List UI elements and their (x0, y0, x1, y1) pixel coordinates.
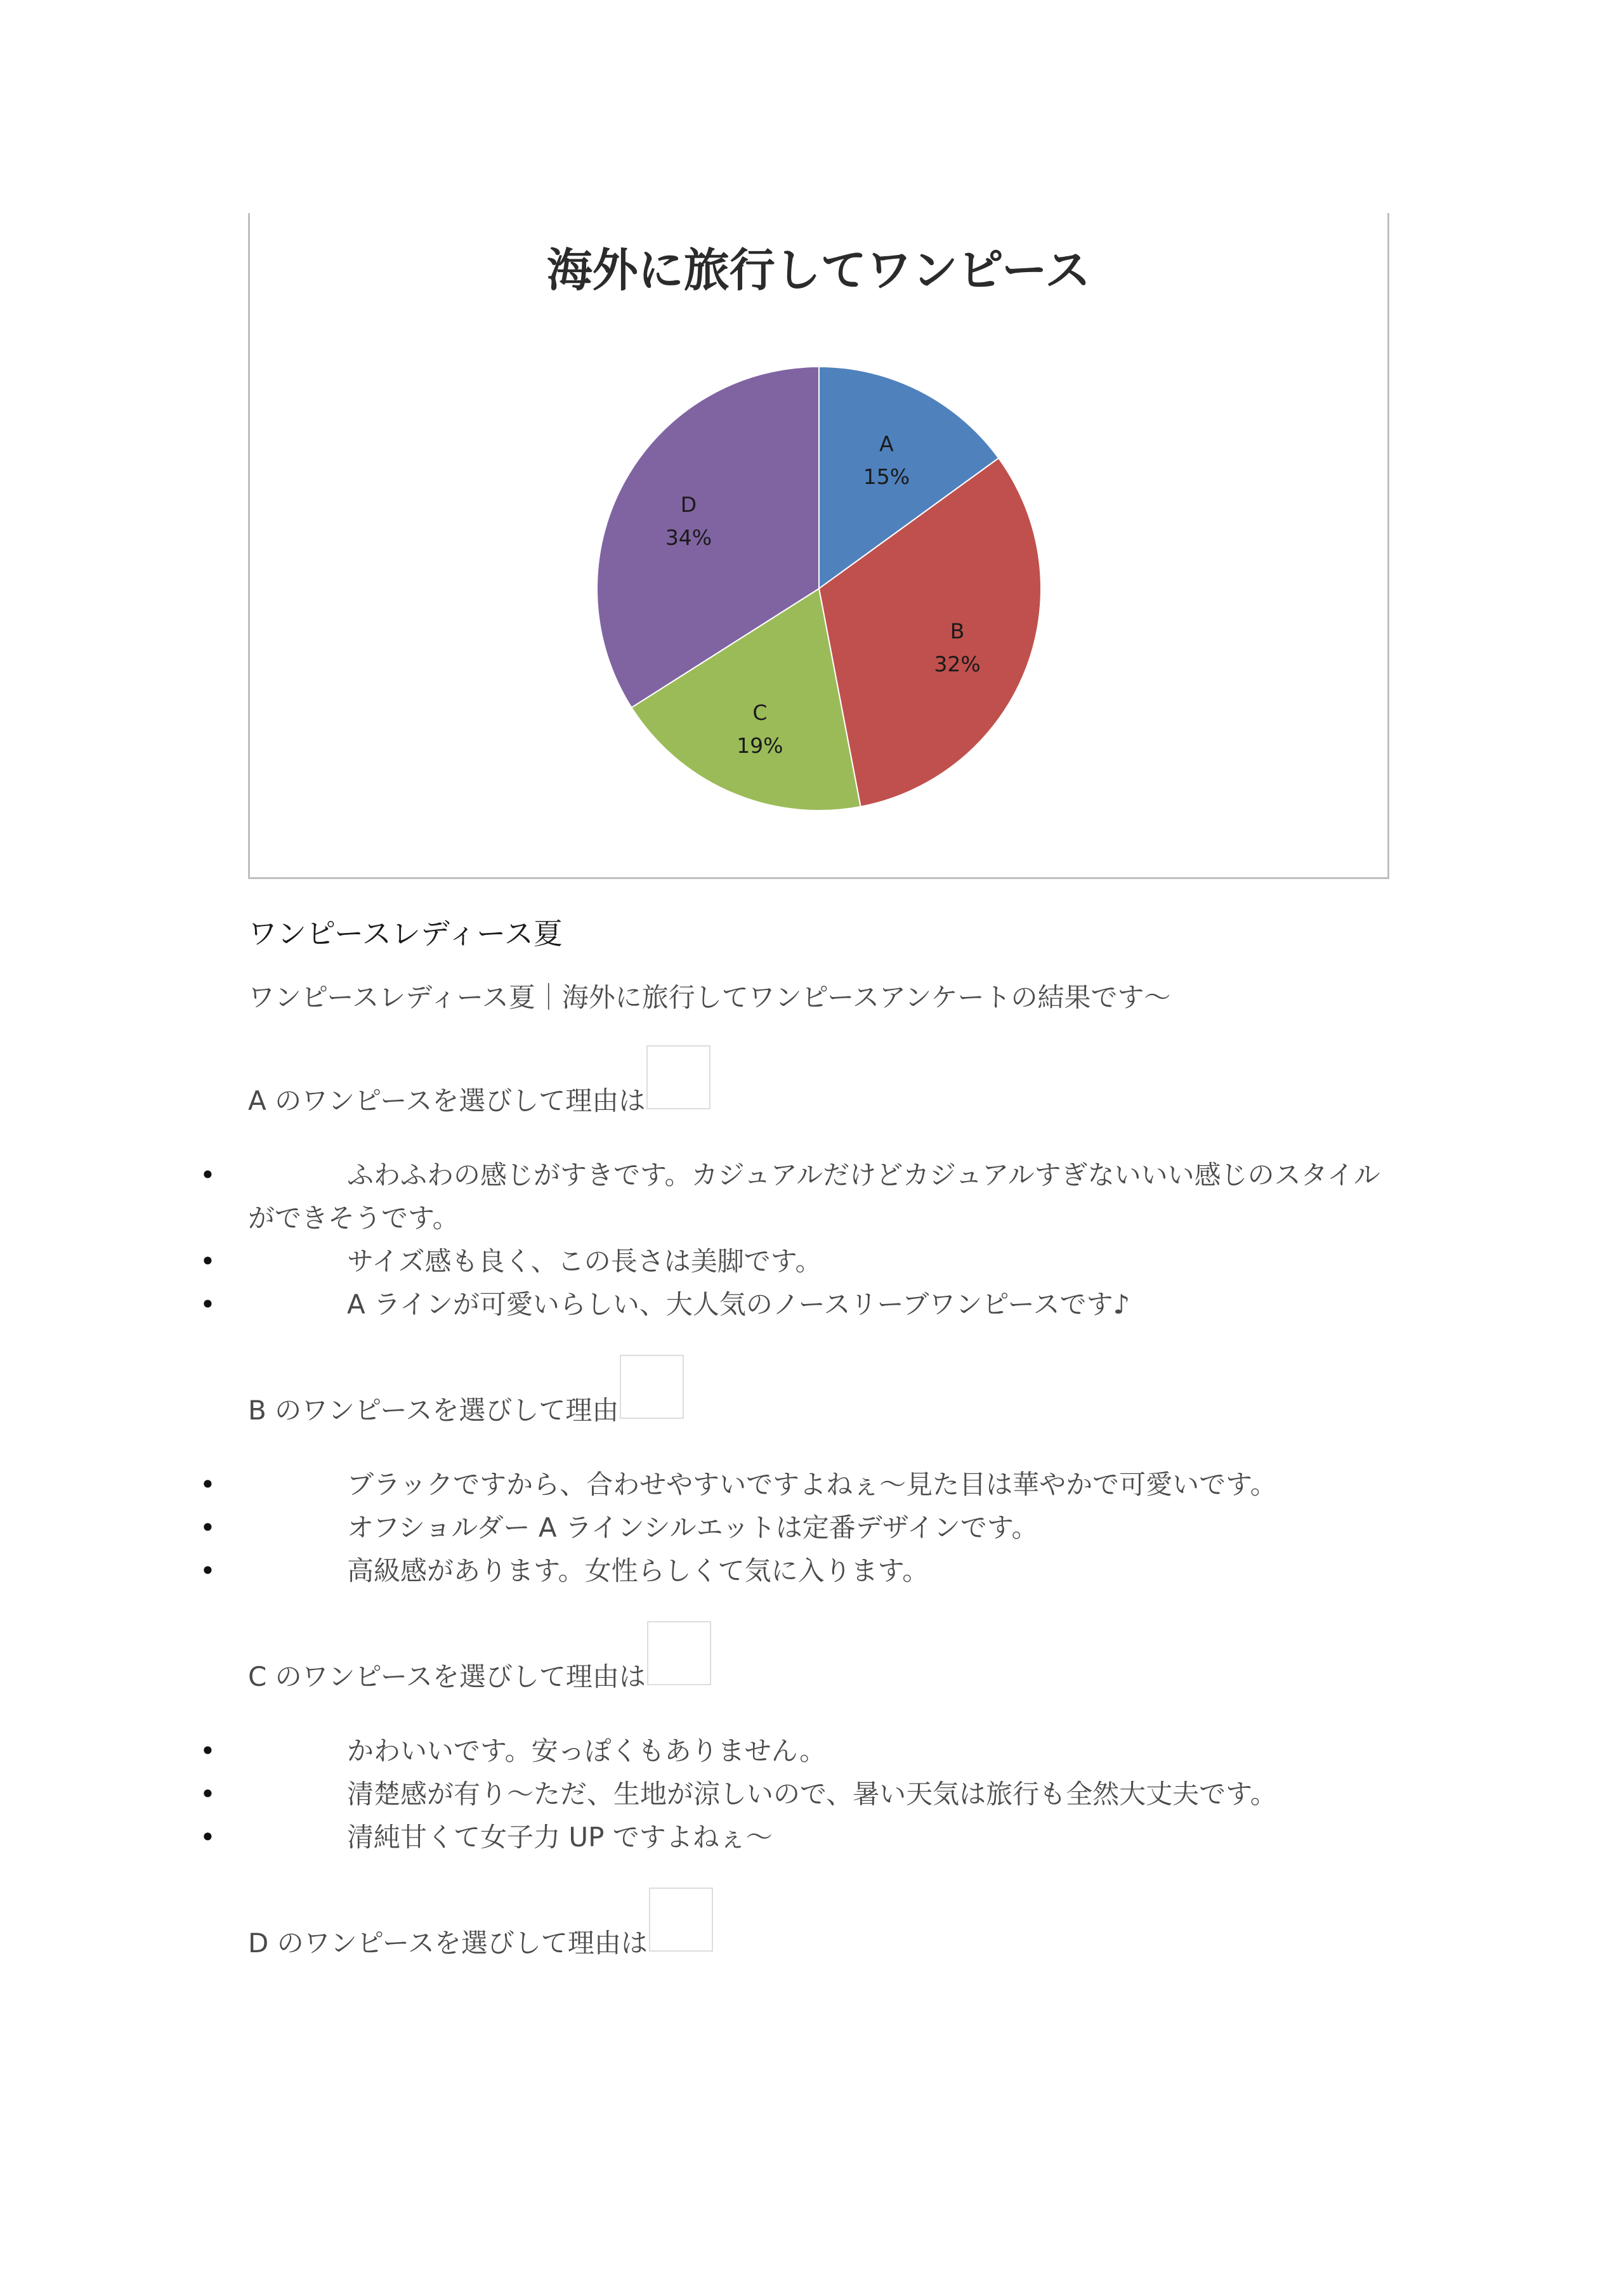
bullet: • (200, 1469, 216, 1501)
section-d-title-text: D のワンピースを選びして理由は (248, 1927, 648, 1959)
list-item: • かわいいです。安っぽくもありません。 (248, 1730, 1403, 1773)
bullet: • (200, 1778, 216, 1810)
section-c-title (248, 1628, 1403, 1694)
section-c-reasons (200, 1730, 1403, 1859)
list-item: • ふわふわの感じがすきです。カジュアルだけどカジュアルすぎないいい感じのスタイルができそうです。 (248, 1154, 1403, 1240)
slice-label-c: C (752, 700, 768, 726)
article-intro: ワンピースレディース夏｜海外に旅行してワンピースアンケートの結果です〜 (248, 982, 1171, 1014)
article-heading: ワンピースレディース夏 (248, 916, 563, 951)
section-a-title (248, 1052, 1403, 1118)
section-d-title (248, 1895, 1403, 1960)
section-c-title-text: C のワンピースを選びして理由は (248, 1661, 646, 1693)
section-b-title (248, 1362, 1403, 1428)
list-item: • ブラックですから、合わせやすいですよねぇ〜見た目は華やかで可愛いです。 (248, 1463, 1403, 1506)
slice-pct-d: 34% (665, 525, 712, 551)
image-placeholder-c (647, 1621, 711, 1685)
slice-label-d: D (680, 492, 697, 518)
list-item: • 清楚感が有り〜ただ、生地が涼しいので、暑い天気は旅行も全然大丈夫です。 (248, 1773, 1403, 1816)
list-item: • オフショルダー A ラインシルエットは定番デザインです。 (248, 1506, 1403, 1549)
bullet: • (200, 1289, 216, 1321)
list-item: • サイズ感も良く、この長さは美脚です。 (248, 1240, 1403, 1283)
bullet: • (200, 1555, 216, 1587)
section-b-title-text: B のワンピースを選びして理由 (248, 1395, 619, 1426)
slice-pct-b: 32% (934, 651, 981, 677)
slice-pct-c: 19% (737, 733, 783, 759)
chart-title: 海外に旅行してワンピース (546, 243, 1091, 297)
section-a-title-text: A のワンピースを選びして理由は (248, 1085, 646, 1117)
section-b-reasons (200, 1463, 1403, 1593)
pie-chart-canvas (250, 213, 1387, 877)
image-placeholder-a (646, 1045, 710, 1109)
list-item: • A ラインが可愛いらしい、大人気のノースリーブワンピースです♪ (248, 1283, 1403, 1326)
section-a-reasons (200, 1154, 1403, 1326)
pie-chart (248, 213, 1389, 879)
bullet: • (200, 1159, 216, 1191)
slice-pct-a: 15% (863, 464, 910, 490)
bullet: • (200, 1735, 216, 1767)
list-item: • 高級感があります。女性らしくて気に入ります。 (248, 1549, 1403, 1593)
slice-label-a: A (879, 431, 894, 457)
image-placeholder-b (620, 1355, 684, 1419)
bullet: • (200, 1512, 216, 1544)
bullet: • (200, 1246, 216, 1277)
image-placeholder-d (649, 1888, 713, 1952)
slice-label-b: B (950, 618, 965, 644)
bullet: • (200, 1822, 216, 1853)
article (200, 913, 1403, 1996)
list-item: • 清純甘くて女子力 UP ですよねぇ〜 (248, 1816, 1403, 1859)
